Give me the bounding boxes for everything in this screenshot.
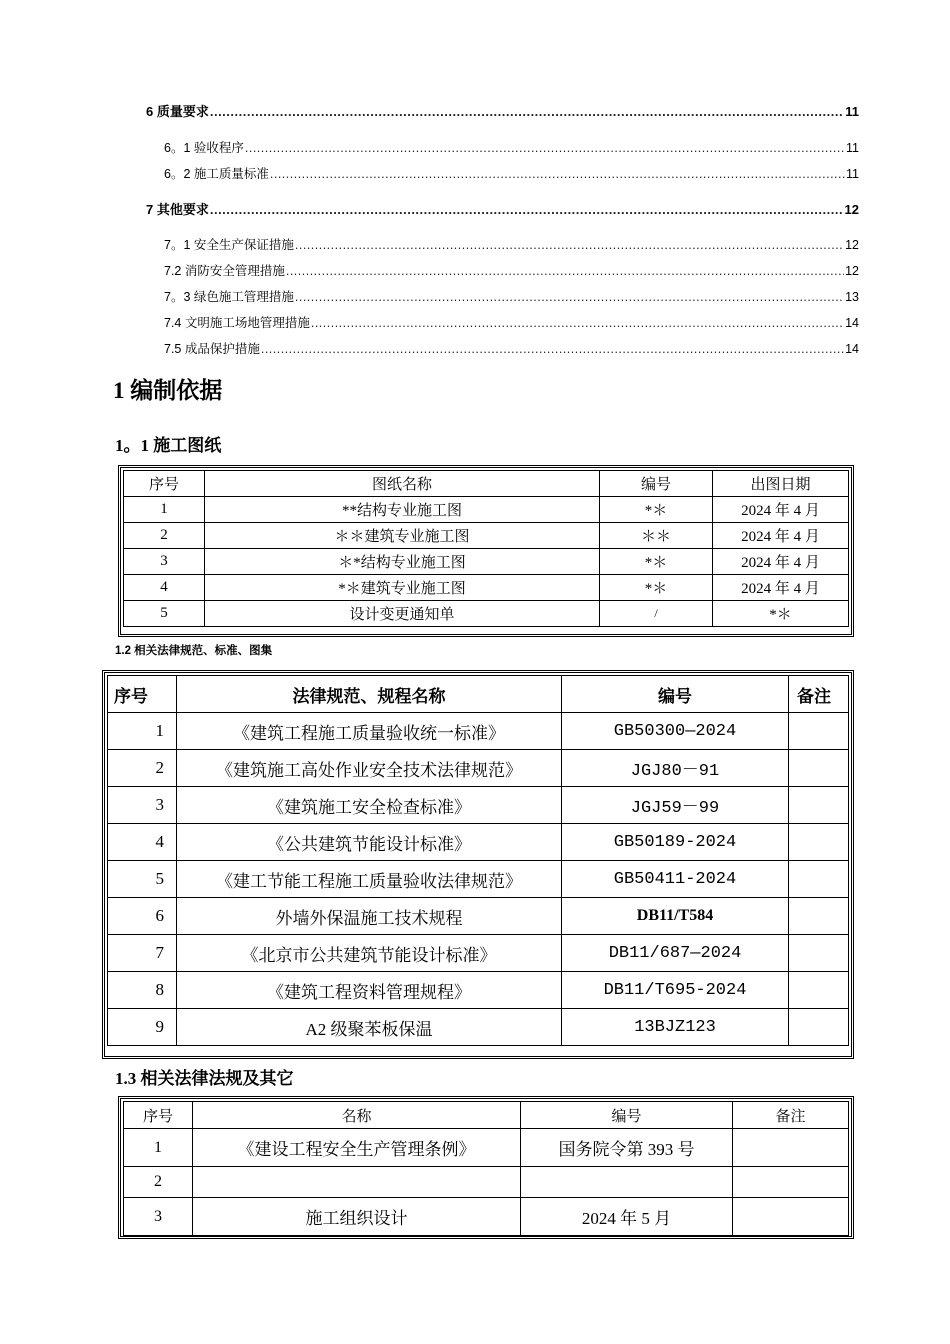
column-header: 序号	[124, 471, 205, 497]
toc-leader	[210, 104, 844, 120]
toc-entry-title: 7。3 绿色施工管理措施	[164, 290, 294, 304]
table-cell: 外墙外保温施工技术规程	[177, 898, 562, 935]
toc-leader	[295, 289, 844, 305]
column-header: 名称	[193, 1102, 521, 1129]
toc-entry[interactable]	[146, 104, 859, 120]
table-row	[124, 497, 849, 523]
table-cell	[789, 1009, 849, 1046]
table-cell: 5	[108, 861, 177, 898]
toc-entry[interactable]	[164, 166, 859, 182]
table-cell: JGJ59－99	[562, 787, 789, 824]
table-cell: 2	[108, 750, 177, 787]
table-cell: 2	[124, 523, 205, 549]
toc-entry-title: 6。1 验收程序	[164, 141, 244, 155]
table-row	[124, 1167, 849, 1198]
toc-entry-title: 7。1 安全生产保证措施	[164, 238, 294, 252]
column-header: 图纸名称	[205, 471, 600, 497]
table-cell: 《建工节能工程施工质量验收法律规范》	[177, 861, 562, 898]
toc-leader	[311, 315, 844, 331]
table-cell	[789, 972, 849, 1009]
table-cell: 《建筑工程资料管理规程》	[177, 972, 562, 1009]
table-cell: 2024 年 4 月	[713, 575, 849, 601]
table-row	[108, 1009, 849, 1046]
table-cell: 4	[108, 824, 177, 861]
table-row	[108, 972, 849, 1009]
table-cell: 7	[108, 935, 177, 972]
table-cell: *＊	[713, 601, 849, 627]
toc-entry-page: 12	[845, 238, 859, 252]
standards-table	[102, 670, 854, 1059]
toc-entry-page: 14	[845, 342, 859, 356]
toc-entry[interactable]	[146, 202, 859, 218]
toc-entry[interactable]	[164, 140, 859, 156]
table-cell: 2	[124, 1167, 193, 1198]
toc-entry-page: 14	[845, 316, 859, 330]
table-cell: GB50189-2024	[562, 824, 789, 861]
table-cell	[789, 824, 849, 861]
table-row	[108, 787, 849, 824]
table-cell: 《建筑施工安全检查标准》	[177, 787, 562, 824]
table-row	[108, 713, 849, 750]
table-cell: 《建筑工程施工质量验收统一标准》	[177, 713, 562, 750]
table-cell: GB50300—2024	[562, 713, 789, 750]
table-cell: DB11/T695-2024	[562, 972, 789, 1009]
toc-leader	[286, 263, 844, 279]
toc-leader	[245, 140, 845, 156]
table-cell: JGJ80－91	[562, 750, 789, 787]
subsection-heading-regulations: 1.3 相关法律法规及其它	[115, 1069, 294, 1088]
table-cell	[789, 898, 849, 935]
table-cell: 《建筑施工高处作业安全技术法律规范》	[177, 750, 562, 787]
table-row	[108, 935, 849, 972]
subsection-heading-standards: 1.2 相关法律规范、标准、图集	[115, 645, 273, 657]
table-cell: 1	[108, 713, 177, 750]
table-cell: **结构专业施工图	[205, 497, 600, 523]
toc-leader	[261, 341, 844, 357]
table-cell	[789, 750, 849, 787]
table-cell	[789, 935, 849, 972]
table-row	[108, 861, 849, 898]
table-cell: 1	[124, 1129, 193, 1167]
table-row	[108, 824, 849, 861]
toc-leader	[270, 166, 845, 182]
table-cell: 《公共建筑节能设计标准》	[177, 824, 562, 861]
toc-entry[interactable]	[164, 341, 859, 357]
table-cell: 《建设工程安全生产管理条例》	[193, 1129, 521, 1167]
subsection-heading-drawings: 1。1 施工图纸	[115, 436, 222, 455]
table-cell: 3	[124, 549, 205, 575]
table-cell: 2024 年 4 月	[713, 497, 849, 523]
table-header-row	[124, 471, 849, 497]
table-cell: ＊＊建筑专业施工图	[205, 523, 600, 549]
table-row	[108, 898, 849, 935]
table-cell	[789, 787, 849, 824]
column-header: 序号	[124, 1102, 193, 1129]
toc-entry[interactable]	[164, 237, 859, 253]
column-header: 出图日期	[713, 471, 849, 497]
column-header: 编号	[562, 676, 789, 713]
toc-entry-title: 7.2 消防安全管理措施	[164, 264, 285, 278]
regulations-table	[118, 1096, 854, 1239]
table-cell	[733, 1167, 849, 1198]
table-cell: *＊	[600, 497, 713, 523]
column-header: 编号	[600, 471, 713, 497]
toc-entry-page: 11	[846, 141, 859, 155]
table-cell: GB50411-2024	[562, 861, 789, 898]
toc-entry-title: 6。2 施工质量标准	[164, 167, 269, 181]
table-cell: *＊	[600, 549, 713, 575]
table-row	[124, 523, 849, 549]
table-cell: 2024 年 4 月	[713, 549, 849, 575]
table-cell	[733, 1198, 849, 1236]
table-cell: ＊*结构专业施工图	[205, 549, 600, 575]
table-cell: 施工组织设计	[193, 1198, 521, 1236]
table-cell: DB11/687—2024	[562, 935, 789, 972]
table-cell: DB11/T584	[562, 898, 789, 935]
toc-leader	[295, 237, 844, 253]
table-cell: 9	[108, 1009, 177, 1046]
column-header: 法律规范、规程名称	[177, 676, 562, 713]
column-header: 备注	[733, 1102, 849, 1129]
table-row	[108, 750, 849, 787]
table-cell: 2024 年 5 月	[521, 1198, 733, 1236]
toc-entry-title: 6 质量要求	[146, 104, 209, 119]
table-row	[124, 1198, 849, 1236]
table-cell	[733, 1129, 849, 1167]
table-cell: 《北京市公共建筑节能设计标准》	[177, 935, 562, 972]
toc-leader	[210, 202, 844, 218]
toc-entry[interactable]	[164, 315, 859, 331]
toc-entry[interactable]	[164, 289, 859, 305]
table-cell: 6	[108, 898, 177, 935]
table-row	[124, 1129, 849, 1167]
toc-entry-page: 12	[845, 264, 859, 278]
column-header: 编号	[521, 1102, 733, 1129]
table-cell: 4	[124, 575, 205, 601]
table-cell: /	[600, 601, 713, 627]
table-cell: *＊	[600, 575, 713, 601]
table-cell: ＊＊	[600, 523, 713, 549]
table-cell	[193, 1167, 521, 1198]
table-cell: 3	[124, 1198, 193, 1236]
drawings-table	[118, 465, 854, 637]
toc-entry-page: 11	[845, 104, 859, 119]
table-cell: 13BJZ123	[562, 1009, 789, 1046]
table-cell	[521, 1167, 733, 1198]
toc-entry[interactable]	[164, 263, 859, 279]
table-row	[124, 549, 849, 575]
table-cell: 2024 年 4 月	[713, 523, 849, 549]
table-cell: 5	[124, 601, 205, 627]
toc-entry-title: 7 其他要求	[146, 202, 209, 217]
table-row	[124, 601, 849, 627]
toc-entry-page: 13	[845, 290, 859, 304]
table-cell: A2 级聚苯板保温	[177, 1009, 562, 1046]
table-cell: *＊建筑专业施工图	[205, 575, 600, 601]
table-cell	[789, 861, 849, 898]
table-cell: 8	[108, 972, 177, 1009]
table-cell: 国务院令第 393 号	[521, 1129, 733, 1167]
toc-entry-title: 7.4 文明施工场地管理措施	[164, 316, 310, 330]
column-header: 序号	[108, 676, 177, 713]
toc-entry-page: 11	[846, 167, 859, 181]
table-header-row	[108, 676, 849, 713]
table-row	[124, 575, 849, 601]
section-heading: 1 编制依据	[113, 378, 223, 403]
toc-entry-title: 7.5 成品保护措施	[164, 342, 260, 356]
table-cell: 1	[124, 497, 205, 523]
table-cell	[789, 713, 849, 750]
table-cell: 设计变更通知单	[205, 601, 600, 627]
table-header-row	[124, 1102, 849, 1129]
toc-entry-page: 12	[844, 202, 859, 217]
column-header: 备注	[789, 676, 849, 713]
table-cell: 3	[108, 787, 177, 824]
